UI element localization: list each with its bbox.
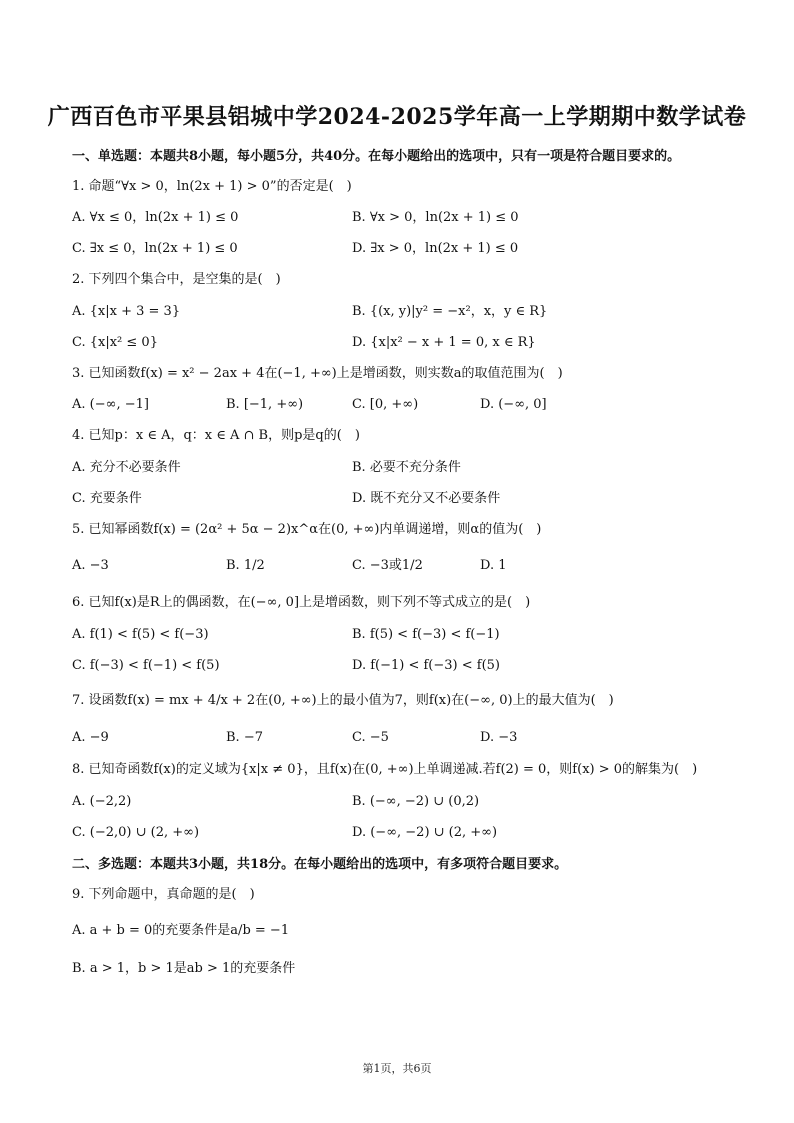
option-c: C. ∃x ≤ 0，ln(2x + 1) ≤ 0 (72, 241, 238, 256)
option-b: B. −7 (226, 730, 263, 745)
option-a: A. ∀x ≤ 0，ln(2x + 1) ≤ 0 (72, 210, 239, 225)
question-stem-7: 7. 设函数f(x) = mx + 4/x + 2在(0, +∞)上的最小值为7，则f(x)在(−∞, 0)上的最大值为( ) (72, 693, 614, 708)
options-row (72, 729, 732, 751)
options-row (72, 793, 732, 815)
options-row (72, 824, 732, 846)
option-d: D. f(−1) < f(−3) < f(5) (352, 658, 501, 673)
option-d: D. (−∞, 0] (480, 397, 547, 412)
option-b: B. ∀x > 0，ln(2x + 1) ≤ 0 (352, 210, 519, 225)
question-stem-1: 1. 命题“∀x > 0，ln(2x + 1) > 0”的否定是( ) (72, 179, 352, 194)
option-d: D. (−∞, −2) ∪ (2, +∞) (352, 825, 498, 840)
option-a: A. (−2,2) (72, 794, 132, 809)
option-d: D. {x|x² − x + 1 = 0, x ∈ R} (352, 335, 536, 350)
option-d: D. 既不充分又不必要条件 (352, 491, 501, 506)
options-row (72, 240, 732, 262)
question-stem-9: 9. 下列命题中，真命题的是( ) (72, 887, 255, 902)
option-b: B. 必要不充分条件 (352, 460, 461, 475)
option-a: A. −9 (72, 730, 109, 745)
options-row (72, 490, 732, 512)
question-stem-3: 3. 已知函数f(x) = x² − 2ax + 4在(−1, +∞)上是增函数，则实数a的取值范围为( ) (72, 366, 563, 381)
question-stem-4: 4. 已知p：x ∈ A，q：x ∈ A ∩ B，则p是q的( ) (72, 428, 360, 443)
question-stem-8: 8. 已知奇函数f(x)的定义域为{x|x ≠ 0}，且f(x)在(0, +∞)上单调递减.若f(2) = 0，则f(x) > 0的解集为( ) (72, 762, 698, 777)
option-d: D. ∃x > 0，ln(2x + 1) ≤ 0 (352, 241, 519, 256)
option-c: C. f(−3) < f(−1) < f(5) (72, 658, 220, 673)
options-row (72, 209, 732, 231)
option-c: C. −5 (352, 730, 389, 745)
option-a: A. {x|x + 3 = 3} (72, 304, 181, 319)
option-c: C. −3或1/2 (352, 558, 423, 573)
option-a: A. f(1) < f(5) < f(−3) (72, 627, 209, 642)
options-row (72, 334, 732, 356)
question-stem-6: 6. 已知f(x)是R上的偶函数，在(−∞, 0]上是增函数，则下列不等式成立的是( ) (72, 595, 531, 610)
option-a: A. 充分不必要条件 (72, 460, 181, 475)
option-a: A. (−∞, −1] (72, 397, 149, 412)
options-row (72, 657, 732, 679)
option-d: D. 1 (480, 558, 507, 573)
option-b: B. {(x, y)|y² = −x²，x，y ∈ R} (352, 304, 548, 319)
option-a: A. a + b = 0的充要条件是a/b = −1 (72, 923, 290, 938)
options-row (72, 557, 732, 579)
option-d: D. −3 (480, 730, 518, 745)
section-header-multi-choice: 二、多选题：本题共3小题，共18分。在每小题给出的选项中，有多项符合题目要求。 (72, 857, 568, 872)
question-stem-5: 5. 已知幂函数f(x) = (2α² + 5α − 2)x^α在(0, +∞)内单调递增，则α的值为( ) (72, 522, 542, 537)
question-stem-2: 2. 下列四个集合中，是空集的是( ) (72, 272, 281, 287)
option-b: B. 1/2 (226, 558, 265, 573)
exam-title: 广西百色市平果县铝城中学2024-2025学年高一上学期期中数学试卷 (47, 104, 747, 130)
page-footer: 第1页，共6页 (362, 1062, 432, 1075)
option-b: B. (−∞, −2) ∪ (0,2) (352, 794, 480, 809)
option-c: C. (−2,0) ∪ (2, +∞) (72, 825, 200, 840)
options-row (72, 303, 732, 325)
section-header-single-choice: 一、单选题：本题共8小题，每小题5分，共40分。在每小题给出的选项中，只有一项是符合题目要求的。 (72, 149, 681, 164)
options-row (72, 459, 732, 481)
option-c: C. [0, +∞) (352, 397, 419, 412)
options-row (72, 396, 732, 418)
option-c: C. {x|x² ≤ 0} (72, 335, 158, 350)
option-a: A. −3 (72, 558, 109, 573)
option-b: B. f(5) < f(−3) < f(−1) (352, 627, 500, 642)
option-c: C. 充要条件 (72, 491, 142, 506)
option-b: B. [−1, +∞) (226, 397, 304, 412)
option-b: B. a > 1，b > 1是ab > 1的充要条件 (72, 961, 296, 976)
options-row (72, 626, 732, 648)
